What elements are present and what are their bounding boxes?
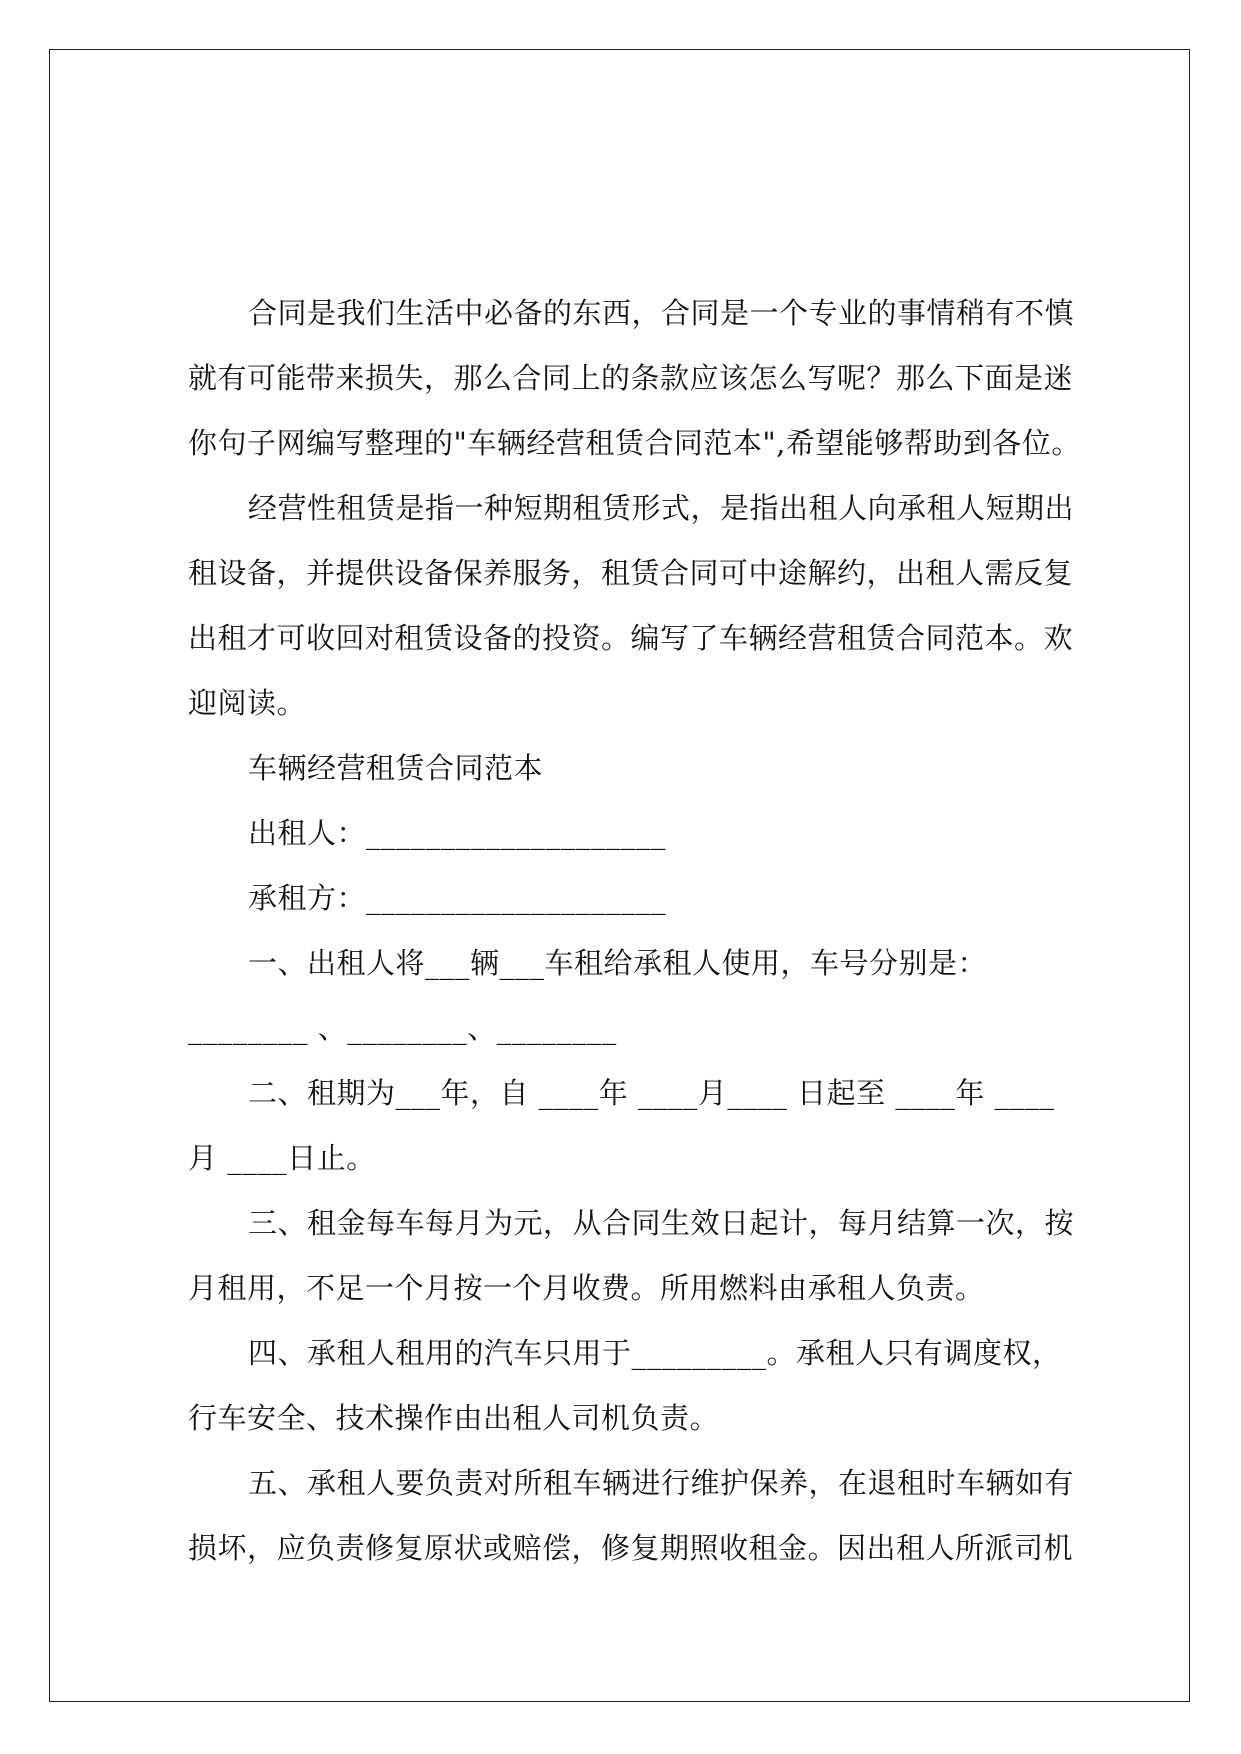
clause-4-line-2: 行车安全、技术操作由出租人司机负责。 (188, 1401, 720, 1435)
lease-definition-line-3: 出租才可收回对租赁设备的投资。编写了车辆经营租赁合同范本。欢 (188, 621, 1074, 655)
lease-definition-line-4: 迎阅读。 (188, 686, 307, 720)
clause-1-line-1: 一、出租人将___辆___车租给承租人使用，车号分别是： (248, 946, 988, 980)
clause-3-line-2: 月租用，不足一个月按一个月收费。所用燃料由承租人负责。 (188, 1271, 985, 1305)
lessee-field: 承租方：____________________ (248, 881, 667, 915)
contract-title: 车辆经营租赁合同范本 (248, 751, 544, 785)
clause-2-line-1: 二、租期为___年，自 ____年 ____月____ 日起至 ____年 ____ (248, 1076, 1055, 1110)
clause-1-line-2: ________ 、________、________ (188, 1011, 617, 1045)
clause-2-line-2: 月 ____日止。 (188, 1141, 376, 1175)
intro-paragraph-line-1: 合同是我们生活中必备的东西，合同是一个专业的事情稍有不慎 (248, 296, 1075, 330)
intro-paragraph-line-3: 你句子网编写整理的"车辆经营租赁合同范本",希望能够帮助到各位。 (188, 426, 1081, 460)
clause-5-line-2: 损坏，应负责修复原状或赔偿，修复期照收租金。因出租人所派司机 (188, 1531, 1074, 1565)
intro-paragraph-line-2: 就有可能带来损失，那么合同上的条款应该怎么写呢？那么下面是迷 (188, 361, 1074, 395)
lessor-field: 出租人：____________________ (248, 816, 667, 850)
clause-3-line-1: 三、租金每车每月为元，从合同生效日起计，每月结算一次，按 (248, 1206, 1075, 1240)
lease-definition-line-2: 租设备，并提供设备保养服务，租赁合同可中途解约，出租人需反复 (188, 556, 1074, 590)
lease-definition-line-1: 经营性租赁是指一种短期租赁形式，是指出租人向承租人短期出 (248, 491, 1075, 525)
clause-5-line-1: 五、承租人要负责对所租车辆进行维护保养，在退租时车辆如有 (248, 1466, 1075, 1500)
clause-4-line-1: 四、承租人租用的汽车只用于_________。承租人只有调度权， (248, 1336, 1062, 1370)
